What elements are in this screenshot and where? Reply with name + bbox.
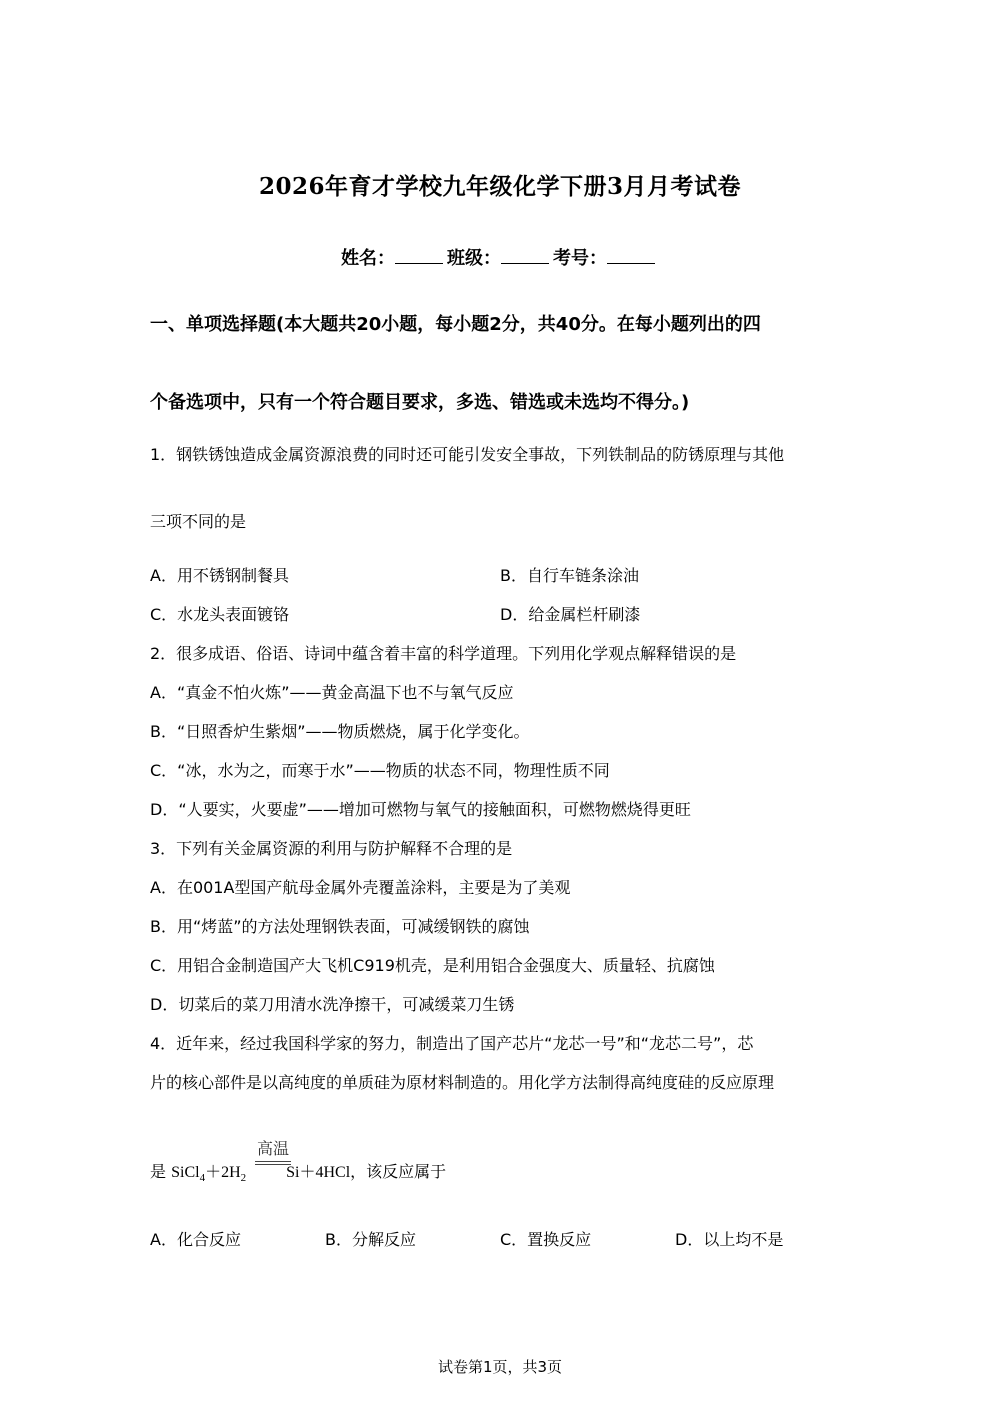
q4-option-a[interactable]: A．化合反应 (150, 1230, 241, 1249)
name-label: 姓名： (341, 248, 395, 269)
q3-option-d[interactable]: D．切菜后的菜刀用清水洗净擦干，可减缓菜刀生锈 (150, 995, 515, 1014)
q2-option-d[interactable]: D．“人要实，火要虚”——增加可燃物与氧气的接触面积，可燃物燃烧得更旺 (150, 800, 691, 819)
q2-option-b[interactable]: B．“日照香炉生紫烟”——物质燃烧，属于化学变化。 (150, 722, 530, 741)
reactant-h-subscript: 2 (240, 1172, 247, 1185)
student-info (0, 244, 1000, 270)
reactant-h: ＋2H (205, 1164, 241, 1181)
q1-option-a[interactable]: A．用不锈钢制餐具 (150, 566, 289, 585)
q2-option-c[interactable]: C．“冰，水为之，而寒于水”——物质的状态不同，物理性质不同 (150, 761, 610, 780)
class-label: 班级： (447, 248, 501, 269)
name-blank[interactable] (395, 262, 443, 264)
class-blank[interactable] (501, 262, 549, 264)
exam-title: 2026年育才学校九年级化学下册3月月考试卷 (258, 173, 742, 200)
q3-option-c[interactable]: C．用铝合金制造国产大飞机C919机壳，是利用铝合金强度大、质量轻、抗腐蚀 (150, 956, 715, 975)
q1-stem-line2: 三项不同的是 (150, 512, 247, 531)
q1-option-c[interactable]: C．水龙头表面镀铬 (150, 605, 290, 624)
q4-option-b[interactable]: B．分解反应 (325, 1230, 416, 1249)
q1-stem-line1: 1．钢铁锈蚀造成金属资源浪费的同时还可能引发安全事故，下列铁制品的防锈原理与其他 (150, 445, 785, 464)
q4-stem-line2: 片的核心部件是以高纯度的单质硅为原材料制造的。用化学方法制得高纯度硅的反应原理 (150, 1073, 775, 1092)
exam-no-blank[interactable] (607, 262, 655, 264)
q3-stem: 3．下列有关金属资源的利用与防护解释不合理的是 (150, 839, 513, 858)
q1-option-b[interactable]: B．自行车链条涂油 (500, 566, 639, 585)
q2-stem: 2．很多成语、俗语、诗词中蕴含着丰富的科学道理。下列用化学观点解释错误的是 (150, 644, 737, 663)
reactant-sicl: SiCl (171, 1164, 200, 1181)
q4-option-d[interactable]: D．以上均不是 (675, 1230, 784, 1249)
formula-suffix: ，该反应属于 (350, 1162, 447, 1181)
q4-stem-line1: 4．近年来，经过我国科学家的努力，制造出了国产芯片“龙芯一号”和“龙芯二号”，芯 (150, 1034, 754, 1053)
products: Si＋4HCl (286, 1164, 351, 1181)
section-heading-line2: 个备选项中，只有一个符合题目要求，多选、错选或未选均不得分。) (150, 392, 690, 413)
exam-no-label: 考号： (553, 248, 607, 269)
q4-option-c[interactable]: C．置换反应 (500, 1230, 592, 1249)
section-heading-line1: 一、单项选择题(本大题共20小题，每小题2分，共40分。在每小题列出的四 (150, 314, 761, 335)
q4-formula-line (150, 1160, 446, 1190)
q2-option-a[interactable]: A．“真金不怕火炼”——黄金高温下也不与氧气反应 (150, 683, 514, 702)
formula-prefix: 是 (150, 1162, 172, 1181)
q1-option-d[interactable]: D．给金属栏杆刷漆 (500, 605, 641, 624)
reactant-sicl-subscript: 4 (199, 1172, 206, 1185)
page-footer: 试卷第1页，共3页 (437, 1358, 563, 1376)
q3-option-b[interactable]: B．用“烤蓝”的方法处理钢铁表面，可减缓钢铁的腐蚀 (150, 917, 530, 936)
reaction-condition: 高温 (256, 1141, 289, 1158)
q3-option-a[interactable]: A．在001A型国产航母金属外壳覆盖涂料，主要是为了美观 (150, 878, 571, 897)
